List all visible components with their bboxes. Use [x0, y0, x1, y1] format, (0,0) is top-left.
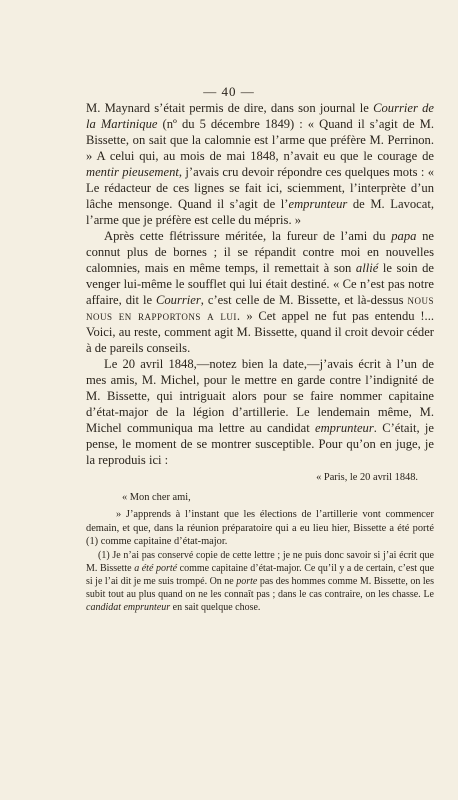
italic-text: porte	[236, 575, 258, 587]
italic-text: allié	[355, 261, 379, 275]
italic-text: candidat emprunteur	[86, 601, 171, 613]
text: , j’avais cru devoir répondre ces quelques mots : « Le rédacteur de ces lignes se fait ici, sciemment, l’interprète d’un lâche mensonge. Quand il s’agit de l’	[86, 165, 435, 211]
letter-date: « Paris, le 20 avril 1848.	[316, 472, 418, 483]
page-body	[86, 100, 434, 614]
text: pas des hommes comme M. Bissette, on les subit tout au plus quand on ne les connaît pas ; dans le cas contraire, on les chasse. Le	[86, 575, 435, 600]
paragraph-2	[86, 228, 434, 356]
text: Le 20 avril 1848,—notez bien la date,—j’avais écrit à l’un de mes amis, M. Michel, pour le mettre en garde contre l’indignité de M. Bissette, qui intriguait alors pour se faire nommer capitaine d’état-major de la légion d’artillerie. Le lendemain même, M. Michel communiqua ma lettre au candidat	[86, 357, 434, 435]
letter-salutation: « Mon cher ami,	[122, 491, 191, 503]
text: le soin de venger lui-même le soufflet qui lui était destiné. « Ce n’est pas notre affaire, dit le	[86, 261, 434, 307]
italic-text: mentir pieusement	[86, 165, 179, 179]
letter-body: » J’apprends à l’instant que les élections de l’artillerie vont commencer demain, et que, dans la réunion préparatoire qui a eu lieu hier, Bissette a été porté (1) comme capitaine d’état-major.	[86, 509, 434, 547]
text: (1) Je n’ai pas conservé copie de cette lettre ; je ne puis donc savoir si j’ai écrit que M. Bissette	[86, 549, 434, 574]
italic-text: papa	[391, 229, 417, 243]
text: » Cet appel ne fut pas entendu !... Voici, au reste, comment agit M. Bissette, quand il croit devoir céder à de pareils conseils.	[86, 309, 434, 355]
journal-title: Courrier de la Martinique	[86, 101, 434, 131]
text: Après cette flétrissure méritée, la fureur de l’ami du	[104, 229, 392, 243]
text: M. Maynard s’était permis de dire, dans son journal le	[86, 101, 374, 115]
text: . C’était, je pense, le moment de se montrer susceptible. Pour qu’on en juge, je la reproduis ici :	[86, 421, 434, 467]
quoted-letter	[86, 471, 434, 549]
text: comme capitaine d’état-major. Ce qu’il y a de certain, c’est que si je l’ai dit je me suis trompé. On ne	[86, 562, 435, 587]
text: , c’est celle de M. Bissette, et là-dessus	[200, 293, 408, 307]
small-caps-text: nous nous en rapportons a lui.	[86, 293, 434, 323]
italic-text: emprunteur	[288, 197, 348, 211]
text: (nº du 5 décembre 1849) : « Quand il s’agit de M. Bissette, on sait que la calomnie est l’arme que préfère M. Perrinon. » A celui qui, au mois de mai 1848, n’avait eu que le courage de	[86, 117, 434, 163]
text: de M. Lavocat, l’arme que je préfère est celle du mépris. »	[86, 197, 434, 227]
italic-text: a été porté	[134, 562, 178, 574]
paragraph-1	[86, 100, 434, 228]
paragraph-3	[86, 356, 434, 468]
italic-text: emprunteur	[314, 421, 374, 435]
text: en sait quelque chose.	[170, 601, 261, 613]
page-number: — 40 —	[203, 84, 255, 99]
italic-text: Courrier	[155, 293, 201, 307]
footnote	[86, 549, 434, 614]
text: ne connut plus de bornes ; il se répandit contre moi en nouvelles calomnies, mais en même temps, il remettait à son	[86, 229, 434, 275]
